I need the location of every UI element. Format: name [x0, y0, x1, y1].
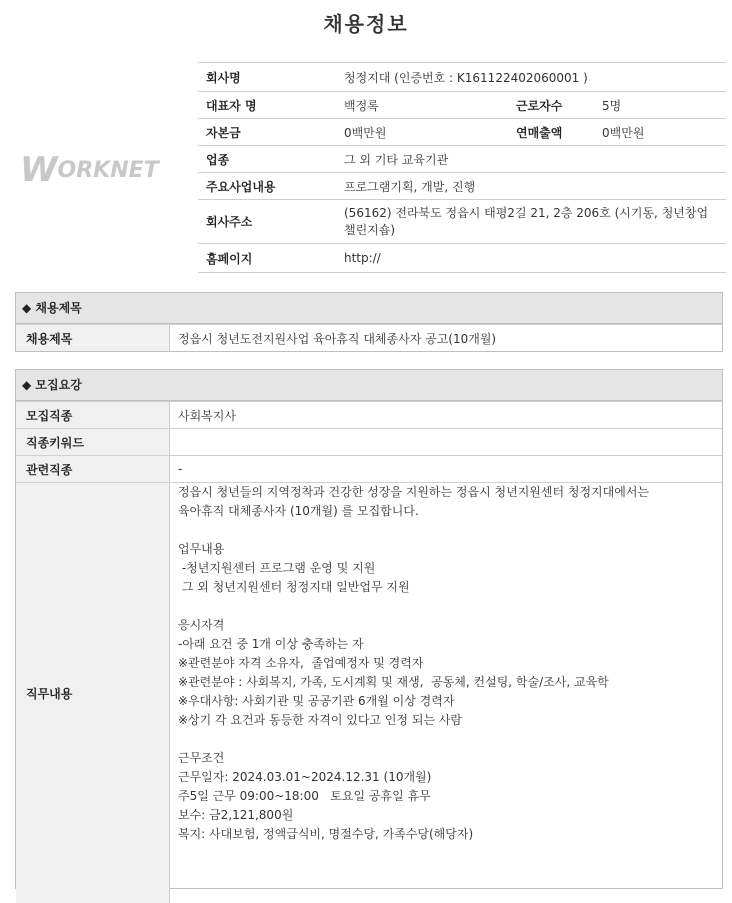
business-value: 프로그램기획, 개발, 진행 — [336, 173, 726, 200]
homepage-link[interactable]: http:// — [336, 244, 726, 273]
related-label: 관련직종 — [16, 456, 170, 482]
recruit-title-value: 정읍시 청년도전지원사업 육아휴직 대체종사자 공고(10개월) — [178, 331, 497, 346]
sales-value: 0백만원 — [594, 119, 726, 146]
workers-value: 5명 — [594, 92, 726, 119]
sales-label: 연매출액 — [512, 119, 594, 146]
address-row — [198, 200, 726, 244]
address-label: 회사주소 — [198, 200, 336, 244]
ceo-label: 대표자 명 — [198, 92, 336, 119]
capital-row — [198, 119, 726, 146]
keyword-row — [16, 428, 722, 455]
address-value: (56162) 전라북도 정읍시 태평2길 21, 2층 206호 (시기동, 청년창업챌린지숍) — [336, 200, 726, 244]
industry-label: 업종 — [198, 146, 336, 173]
business-label: 주요사업내용 — [198, 173, 336, 200]
job-label: 모집직종 — [16, 402, 170, 428]
company-name-value: 청정지대 (인증번호 : K161122402060001 ) — [336, 63, 726, 92]
recruit-title-row — [16, 324, 722, 351]
ceo-value: 백정록 — [336, 92, 512, 119]
recruit-title-section — [15, 292, 723, 352]
recruit-title-header: ◆ 채용제목 — [16, 293, 722, 324]
worknet-logo: WORKNET — [20, 150, 159, 190]
workers-label: 근로자수 — [512, 92, 594, 119]
recruit-title-label: 채용제목 — [16, 325, 170, 351]
duty-row — [16, 482, 722, 903]
business-row — [198, 173, 726, 200]
industry-row — [198, 146, 726, 173]
homepage-label: 홈페이지 — [198, 244, 336, 273]
company-name-label: 회사명 — [198, 63, 336, 92]
requirements-header: ◆ 모집요강 — [16, 370, 722, 401]
company-name-row — [198, 63, 726, 92]
keyword-value — [170, 429, 186, 455]
company-info-table — [198, 62, 726, 273]
ceo-row — [198, 92, 726, 119]
page-title: 채용정보 — [323, 12, 409, 36]
job-row — [16, 401, 722, 428]
job-value: 사회복지사 — [178, 408, 236, 423]
keyword-label: 직종키워드 — [16, 429, 170, 455]
requirements-section — [15, 369, 723, 889]
related-value: - — [178, 462, 183, 476]
capital-value: 0백만원 — [336, 119, 512, 146]
industry-value: 그 외 기타 교육기관 — [336, 146, 726, 173]
duty-label: 직무내용 — [16, 483, 170, 903]
capital-label: 자본금 — [198, 119, 336, 146]
homepage-row — [198, 244, 726, 273]
duty-description: 정읍시 청년들의 지역정착과 건강한 성장을 지원하는 정읍시 청년지원센터 청정지대에서는 육아휴직 대체종사자 (10개월) 를 모집합니다. 업무내용 -청년지원센터 프로그램 운영 및 지원 그 외 청년지원센터 청정지대 일반업무 지원 응시자격 -아래 요건 중 1개 이상 충족하는 자 ※관련분야 자격 소유자, 졸업예정자 및 경력자 ※관련분야 : 사회복지, 가족, 도시계획 및 재생, 공동체, 컨설팅, 학술/조사, 교육학 ※우대사항: 사회기관 및 공공기관 6개월 이상 경력자 ※상기 각 요건과 동등한 자격이 있다고 인정 되는 사람 근무조건 근무일자: 2024.03.01~2024.12.31 (10개월) 주5일 근무 09:00~18:00 토요일 공휴일 휴무 보수: 금2,121,800원 복지: 사대보험, 정액급식비, 명절수당, 가족수당(해당자) — [178, 485, 650, 841]
related-row — [16, 455, 722, 482]
